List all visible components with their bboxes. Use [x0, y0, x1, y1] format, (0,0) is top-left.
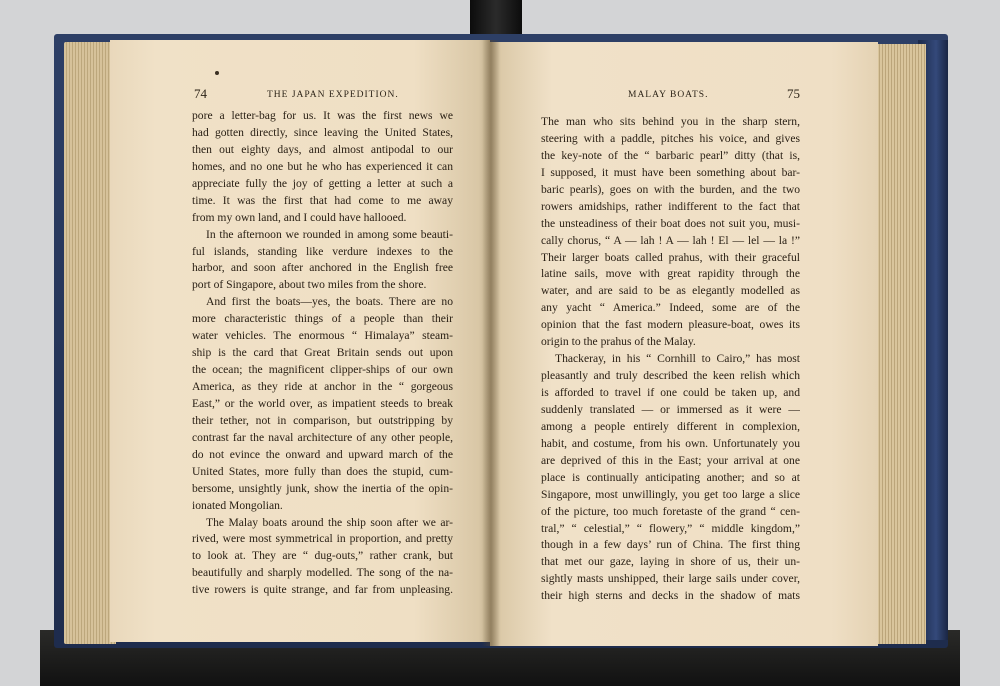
- text-line: their high sterns and decks in the shadow of mats: [541, 589, 800, 603]
- text-line: ful islands, standing like verdure indexes to the: [192, 244, 453, 258]
- text-line: appreciate fully the joy of getting a letter at such a: [192, 176, 453, 190]
- text-line: Singapore, most unwillingly, you get too large a slice: [541, 487, 800, 501]
- text-line: origin to the prahus of the Malay.: [541, 335, 696, 349]
- text-line: Their larger boats called prahus, with their graceful: [541, 250, 800, 264]
- text-line: are deprived of this in the East; your arrival at one: [541, 453, 800, 467]
- page-edges-right: [874, 44, 926, 644]
- right-page-number: 75: [787, 86, 800, 101]
- text-line: more characteristic things of a people than their: [192, 312, 453, 326]
- text-line: then out eighty days, and almost antipodal to our: [192, 142, 453, 156]
- text-line: bersome, unsightly junk, show the inertia of the opin-: [192, 481, 453, 495]
- text-line: cally chorus, “ A — lah ! A — lah ! El — lel — la !”: [541, 233, 800, 247]
- text-line: opinion that the fast modern pleasure-boat, owes its: [541, 318, 800, 332]
- text-line: pleasantly and truly described the keen relish which: [541, 369, 800, 383]
- text-line: the key-note of the “ barbaric pearl” ditty (that is,: [541, 148, 800, 162]
- text-line: their tether, not in comparison, but outstripping by: [192, 413, 453, 427]
- text-line: do not evince the onward and upward march of the: [192, 447, 453, 461]
- text-line: of the picture, too much foretaste of the grand “ cen-: [541, 504, 800, 518]
- text-line: sightly masts unshipped, their large sails under cover,: [541, 572, 800, 586]
- text-line: beautifully and sharply modelled. The song of the na-: [192, 566, 453, 580]
- text-line: In the afternoon we rounded in among some beauti-: [206, 227, 453, 241]
- text-line: port of Singapore, about two miles from the shore.: [192, 278, 427, 292]
- text-line: East,” or the world over, as impatient steeds to break: [192, 396, 453, 410]
- text-line: is afforded to travel if one could be taken up, and: [541, 386, 800, 399]
- text-line: latine sails, move with great rapidity through the: [541, 267, 800, 281]
- text-line: contrast far the naval architecture of any other people,: [192, 430, 453, 444]
- text-line: I supposed, it must have been something about bar-: [541, 165, 800, 179]
- text-line: suddenly translated — or immersed as it were —: [541, 402, 800, 416]
- text-line: though in a few days’ run of China. The first thing: [541, 538, 800, 552]
- text-line: rowers amidships, rather indifferent to the fact that: [541, 199, 800, 213]
- text-line: the unsteadiness of their boat does not suit you, musi-: [541, 216, 800, 230]
- text-line: had gotten directly, since leaving the United States,: [192, 125, 453, 139]
- right-page-text: [541, 114, 800, 605]
- text-line: The man who sits behind you in the sharp stern,: [541, 115, 800, 128]
- text-line: ship is the card that Great Britain sends out upon: [192, 346, 453, 360]
- book-gutter: [482, 40, 500, 646]
- text-line: that met our gaze, laying in shore of us, their un-: [541, 555, 800, 569]
- text-line: And first the boats—yes, the boats. There are no: [206, 295, 453, 309]
- text-line: tral,” “ celestial,” “ flowery,” “ middle kingdom,”: [541, 521, 800, 535]
- ink-speck: [215, 71, 219, 75]
- left-page-number: 74: [194, 86, 207, 101]
- text-line: America, as they ride at anchor in the “ gorgeous: [192, 380, 453, 393]
- text-line: water, and are said to be as elegantly modelled as: [541, 284, 800, 298]
- text-line: any yacht “ America.” Indeed, some are of the: [541, 301, 800, 315]
- text-line: harbor, and soon after anchored in the English free: [192, 261, 453, 275]
- text-line: pore a letter-bag for us. It was the first news we: [192, 109, 453, 122]
- text-line: time. It was the first that had come to me away: [192, 193, 453, 207]
- text-line: the ocean; the magnificent clipper-ships of our own: [192, 363, 453, 377]
- text-line: place is continually anticipating another; and so at: [541, 470, 800, 484]
- text-line: rived, were most symmetrical in proportion, and pretty: [192, 532, 453, 546]
- left-page-text: [192, 108, 453, 599]
- text-line: homes, and no one but he who has experienced it can: [192, 159, 453, 173]
- text-line: to look at. They are “ dug-outs,” rather crank, but: [192, 549, 453, 563]
- text-line: habit, and costume, from his own. Unfortunately you: [541, 436, 800, 450]
- text-line: among a people entirely different in complexion,: [541, 419, 800, 433]
- text-line: The Malay boats around the ship soon after we ar-: [206, 515, 453, 529]
- text-line: steering with a paddle, pitches his voice, and gives: [541, 131, 800, 145]
- text-line: baric pearls), goes on with the burden, and the two: [541, 182, 800, 196]
- text-line: from my own land, and I could have hallooed.: [192, 210, 407, 224]
- page-edges-left: [64, 42, 116, 644]
- text-line: Thackeray, in his “ Cornhill to Cairo,” has most: [555, 352, 800, 366]
- text-line: United States, more fully than does the stupid, cum-: [192, 464, 453, 478]
- text-line: ionated Mongolian.: [192, 498, 283, 512]
- text-line: tive rowers is quite strange, and far from unpleasing.: [192, 583, 453, 597]
- left-running-head: THE JAPAN EXPEDITION.: [267, 90, 399, 100]
- right-running-head: MALAY BOATS.: [628, 90, 709, 100]
- text-line: water vehicles. The enormous “ Himalaya” steam-: [192, 329, 453, 343]
